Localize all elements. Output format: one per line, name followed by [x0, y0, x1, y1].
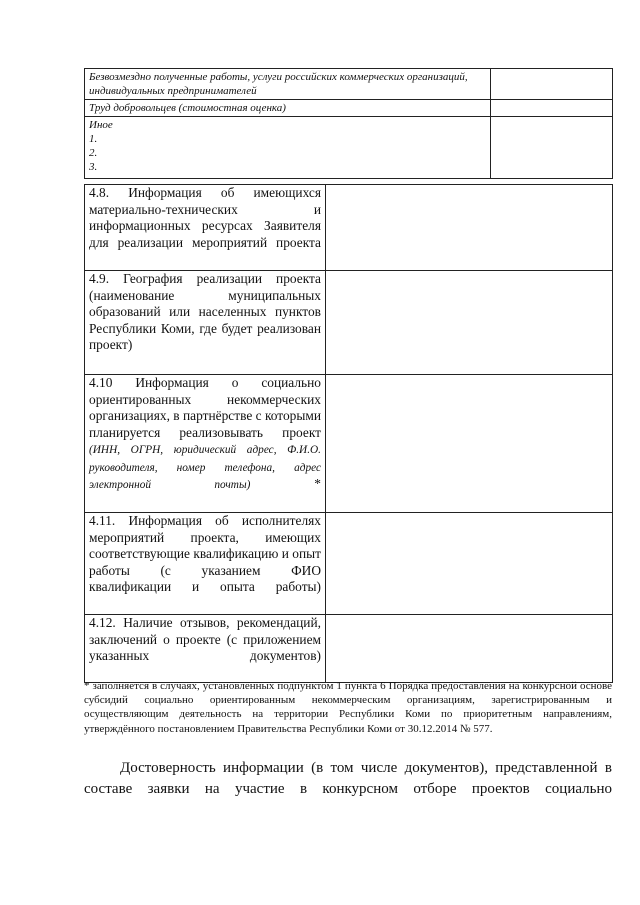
value-cell[interactable] — [491, 117, 613, 179]
footnote: * заполняется в случаях, установленных подпунктом 1 пункта 6 Порядка предоставления на конкурсной основе субсидий социально ориентированным некоммерческим организациям, зарегистрированным и осуществляющим деятельность на территории Республики Коми по приоритетным направлениям, утверждённого постановлением Правительства Республики Коми от 30.12.2014 № 577. — [84, 680, 612, 735]
body-paragraph — [84, 758, 612, 800]
other-item-1: 1. — [89, 133, 98, 145]
value-cell[interactable] — [326, 513, 613, 615]
row-label-4-10 — [85, 375, 326, 513]
table-row — [85, 513, 613, 615]
row-label: Безвозмездно полученные работы, услуги российских коммерческих организаций, индивидуальных предпринимателей — [85, 69, 491, 100]
resources-table — [84, 68, 613, 179]
project-info-table — [84, 184, 613, 683]
row-label-4-8: 4.8. Информация об имеющихся материально-технических и информационных ресурсах Заявителя для реализации мероприятий проекта — [85, 185, 326, 271]
table-row — [85, 69, 613, 100]
label-italic: (ИНН, ОГРН, юридический адрес, Ф.И.О. руководителя, номер телефона, адрес электронной почты) — [89, 444, 321, 491]
row-label-4-9: 4.9. География реализации проекта (наименование муниципальных образований или населенных пунктов Республики Коми, где будет реализован проект) — [85, 271, 326, 375]
value-cell[interactable] — [326, 271, 613, 375]
value-cell[interactable] — [326, 185, 613, 271]
label-main: 4.10 Информация о социально ориентированных некоммерческих организациях, в партнёрстве с которыми планируется реализовывать проект — [89, 375, 321, 440]
value-cell[interactable] — [491, 100, 613, 117]
value-cell[interactable] — [326, 615, 613, 683]
paragraph-line-2: составе заявки на участие в конкурсном отборе проектов социально — [84, 781, 612, 797]
row-label: Труд добровольцев (стоимостная оценка) — [85, 100, 491, 117]
table-row — [85, 117, 613, 179]
row-label-4-11: 4.11. Информация об исполнителях мероприятий проекта, имеющих соответствующие квалификацию и опыт работы (с указанием ФИО квалификации и опыта работы) — [85, 513, 326, 615]
value-cell[interactable] — [491, 69, 613, 100]
value-cell[interactable] — [326, 375, 613, 513]
other-title: Иное — [89, 119, 113, 131]
table-row — [85, 375, 613, 513]
table-row — [85, 100, 613, 117]
row-label-4-12: 4.12. Наличие отзывов, рекомендаций, заключений о проекте (с приложением указанных документов) — [85, 615, 326, 683]
label-mark: * — [250, 476, 322, 491]
paragraph-line-1: Достоверность информации (в том числе документов), представленной в — [120, 760, 612, 776]
table-row — [85, 185, 613, 271]
table-row — [85, 615, 613, 683]
other-item-2: 2. — [89, 147, 98, 159]
row-label-other — [85, 117, 491, 179]
other-item-3: 3. — [89, 161, 98, 173]
table-row — [85, 271, 613, 375]
